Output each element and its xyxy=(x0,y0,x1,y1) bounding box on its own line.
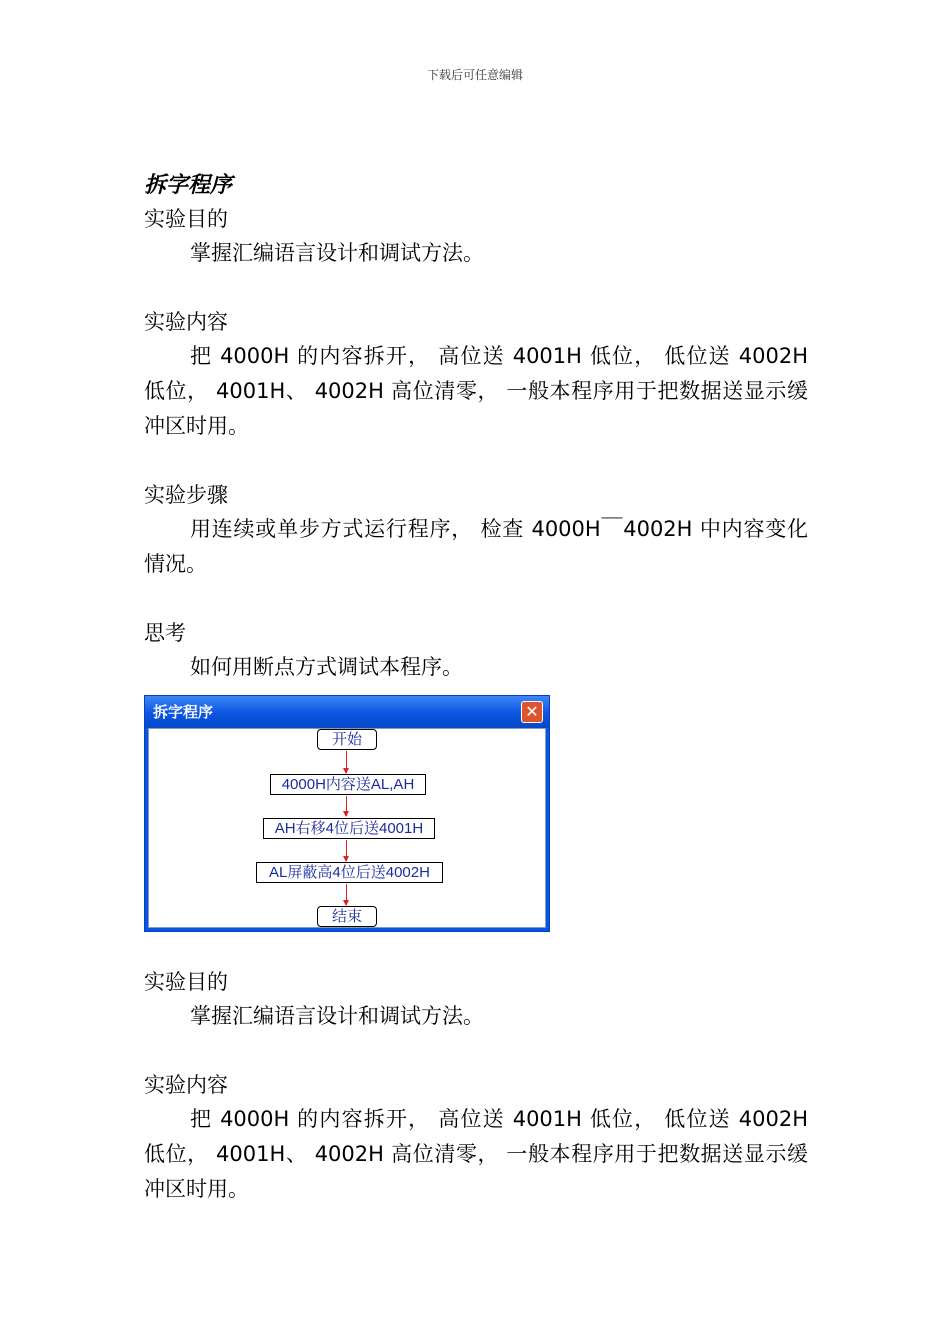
flow-arrow xyxy=(346,796,347,816)
flowchart-canvas xyxy=(148,728,546,928)
flow-step-load: 4000H内容送AL,AH xyxy=(270,774,426,795)
goal-heading: 实验目的 xyxy=(144,207,228,231)
content-heading: 实验内容 xyxy=(144,310,228,334)
window-titlebar[interactable] xyxy=(145,696,549,728)
window-title: 拆字程序 xyxy=(153,703,214,721)
flow-arrow xyxy=(346,840,347,861)
content-text-2: 把 4000H 的内容拆开， 高位送 4001H 低位， 低位送 4002H 低位， 4001H、 4002H 高位清零， 一般本程序用于把数据送显示缓冲区时用。 xyxy=(144,1107,808,1201)
goal-heading-2: 实验目的 xyxy=(144,970,228,994)
document-body xyxy=(144,170,808,1207)
close-button[interactable]: ✕ xyxy=(521,701,543,723)
steps-heading: 实验步骤 xyxy=(144,483,228,507)
content-text: 把 4000H 的内容拆开， 高位送 4001H 低位， 低位送 4002H 低位， 4001H、 4002H 高位清零， 一般本程序用于把数据送显示缓冲区时用。 xyxy=(144,344,808,438)
steps-text: 用连续或单步方式运行程序， 检查 4000H￣4002H 中内容变化情况。 xyxy=(144,517,808,576)
goal-text-2: 掌握汇编语言设计和调试方法。 xyxy=(190,1004,484,1028)
flow-arrow xyxy=(346,751,347,773)
page-header: 下载后可任意编辑 xyxy=(426,68,523,82)
think-text: 如何用断点方式调试本程序。 xyxy=(190,655,463,679)
flow-step-mask: AL屏蔽高4位后送4002H xyxy=(256,862,443,883)
flow-step-shift: AH右移4位后送4001H xyxy=(263,818,435,839)
flowchart-window xyxy=(144,695,550,932)
goal-text: 掌握汇编语言设计和调试方法。 xyxy=(190,241,484,265)
document-title: 拆字程序 xyxy=(144,173,233,198)
content-heading-2: 实验内容 xyxy=(144,1073,228,1097)
flow-start: 开始 xyxy=(317,729,377,750)
flow-end: 结束 xyxy=(317,906,377,927)
think-heading: 思考 xyxy=(144,621,186,645)
flow-arrow xyxy=(346,884,347,905)
